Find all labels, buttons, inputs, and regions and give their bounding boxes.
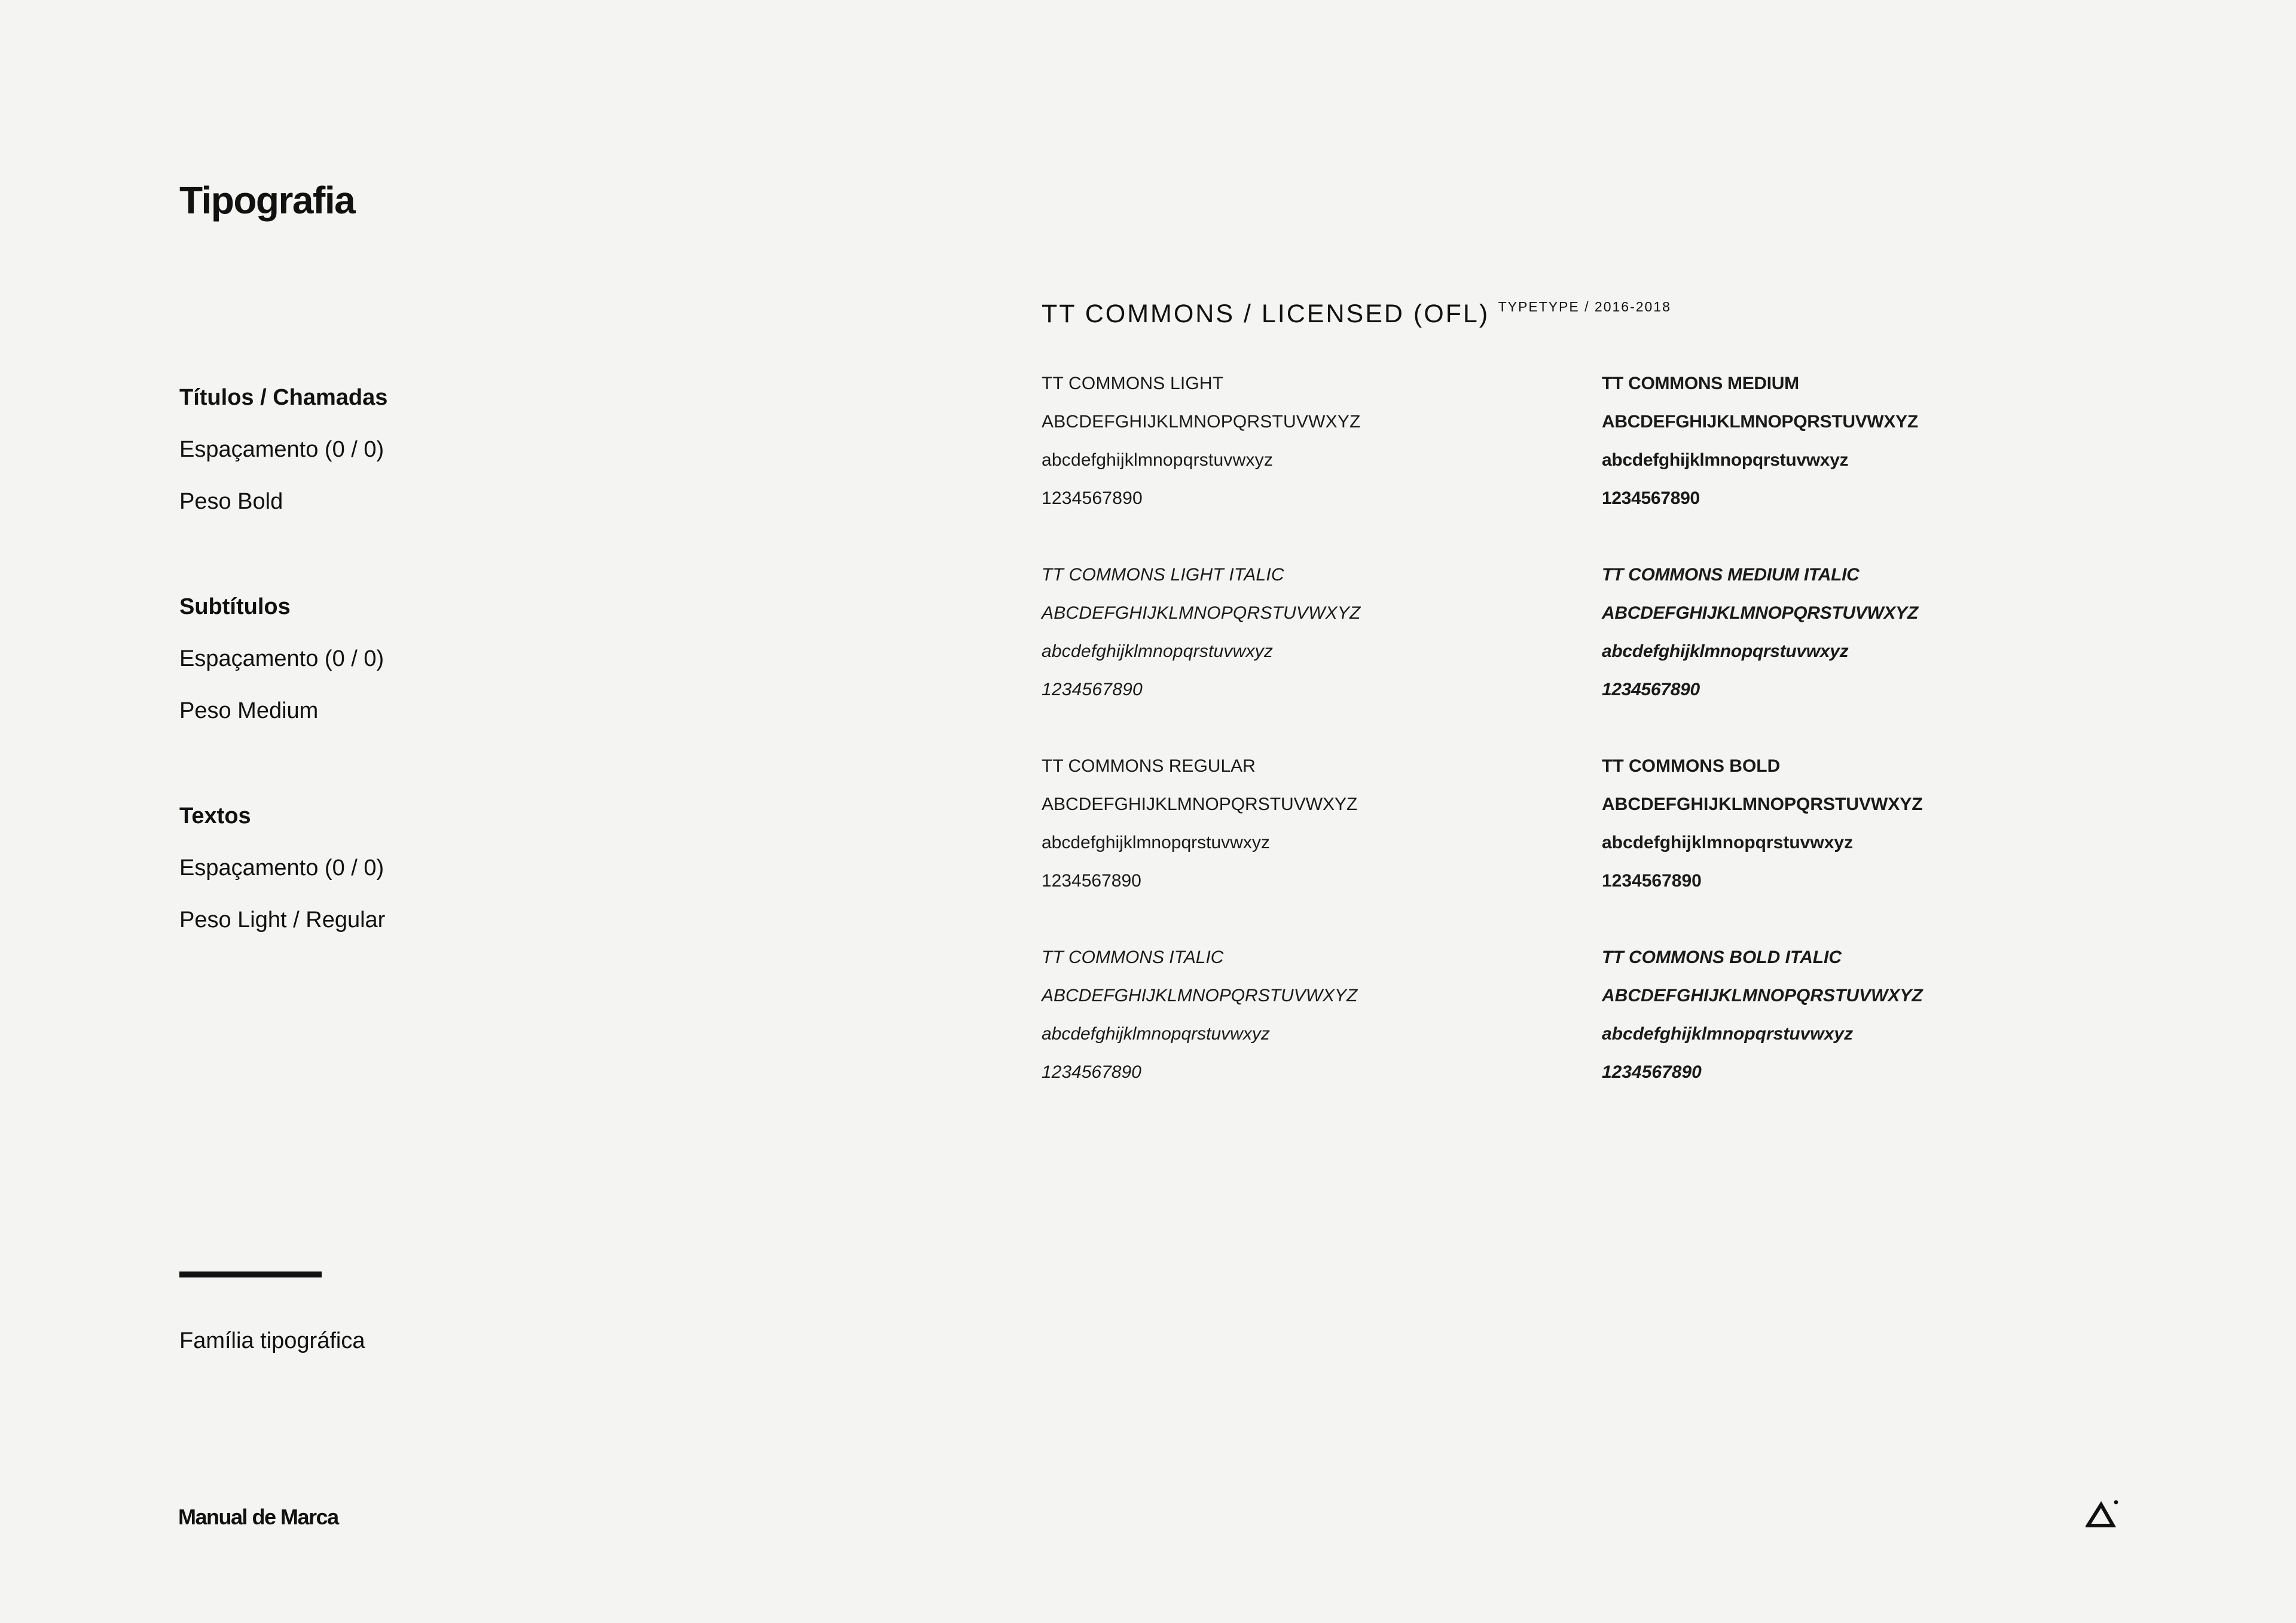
weight-digits: 1234567890 [1602, 871, 1702, 891]
weight-digits: 1234567890 [1042, 1062, 1141, 1082]
weight-name: TT COMMONS MEDIUM ITALIC [1602, 565, 1860, 585]
weight-lowercase: abcdefghijklmnopqrstuvwxyz [1602, 833, 1854, 852]
weight-digits: 1234567890 [1602, 1062, 1702, 1082]
spec-group-subtitles [179, 581, 718, 737]
spec-group-texts [179, 790, 718, 946]
weight-uppercase: ABCDEFGHIJKLMNOPQRSTUVWXYZ [1602, 412, 1918, 432]
spec-weight: Peso Medium [179, 698, 319, 723]
weight-uppercase: ABCDEFGHIJKLMNOPQRSTUVWXYZ [1042, 603, 1361, 623]
weight-sample-italic [1042, 939, 1580, 1092]
triangle-dot-logo-icon [2086, 1499, 2119, 1529]
spec-spacing: Espaçamento (0 / 0) [179, 437, 384, 462]
weight-sample-medium-italic [1602, 556, 2140, 709]
spec-weight: Peso Bold [179, 489, 283, 514]
weight-digits: 1234567890 [1042, 680, 1143, 699]
weight-lowercase: abcdefghijklmnopqrstuvwxyz [1042, 1024, 1270, 1044]
typography-specs [179, 372, 718, 1000]
weight-name: TT COMMONS BOLD [1602, 756, 1781, 776]
weight-lowercase: abcdefghijklmnopqrstuvwxyz [1602, 641, 1849, 661]
weight-name: TT COMMONS BOLD ITALIC [1602, 947, 1842, 967]
spec-heading: Títulos / Chamadas [179, 385, 388, 410]
weight-sample-bold-italic [1602, 939, 2140, 1092]
weight-lowercase: abcdefghijklmnopqrstuvwxyz [1042, 450, 1274, 470]
weight-digits: 1234567890 [1602, 680, 1700, 699]
weight-name: TT COMMONS REGULAR [1042, 756, 1256, 776]
weight-uppercase: ABCDEFGHIJKLMNOPQRSTUVWXYZ [1602, 986, 1923, 1005]
section-caption: Família tipográfica [179, 1328, 365, 1353]
spec-spacing: Espaçamento (0 / 0) [179, 855, 384, 881]
font-family-name: TT COMMONS / LICENSED (OFL) [1042, 299, 1490, 328]
weight-uppercase: ABCDEFGHIJKLMNOPQRSTUVWXYZ [1042, 986, 1358, 1005]
weight-digits: 1234567890 [1602, 488, 1700, 508]
spec-weight: Peso Light / Regular [179, 907, 386, 933]
spec-group-titles [179, 372, 718, 528]
weight-sample-regular [1042, 747, 1580, 900]
spec-spacing: Espaçamento (0 / 0) [179, 646, 384, 671]
font-family-credit: TYPETYPE / 2016-2018 [1498, 299, 1671, 314]
weight-name: TT COMMONS LIGHT ITALIC [1042, 565, 1284, 585]
section-divider [179, 1271, 322, 1277]
spec-heading: Textos [179, 803, 251, 829]
weight-digits: 1234567890 [1042, 488, 1143, 508]
weight-uppercase: ABCDEFGHIJKLMNOPQRSTUVWXYZ [1602, 603, 1918, 623]
spec-heading: Subtítulos [179, 594, 291, 619]
weight-digits: 1234567890 [1042, 871, 1141, 891]
weight-uppercase: ABCDEFGHIJKLMNOPQRSTUVWXYZ [1042, 412, 1361, 432]
weight-sample-medium [1602, 365, 2140, 518]
weight-lowercase: abcdefghijklmnopqrstuvwxyz [1602, 450, 1849, 470]
weight-name: TT COMMONS MEDIUM [1602, 374, 1799, 393]
weight-lowercase: abcdefghijklmnopqrstuvwxyz [1602, 1024, 1854, 1044]
weight-sample-light-italic [1042, 556, 1580, 709]
weight-sample-bold [1602, 747, 2140, 900]
font-family-header [1042, 299, 1671, 329]
page-title: Tipografia [179, 179, 355, 222]
weight-uppercase: ABCDEFGHIJKLMNOPQRSTUVWXYZ [1602, 794, 1923, 814]
weight-uppercase: ABCDEFGHIJKLMNOPQRSTUVWXYZ [1042, 794, 1358, 814]
weight-lowercase: abcdefghijklmnopqrstuvwxyz [1042, 833, 1270, 852]
weight-name: TT COMMONS ITALIC [1042, 947, 1224, 967]
footer-brand: Manual de Marca [178, 1505, 338, 1529]
weight-lowercase: abcdefghijklmnopqrstuvwxyz [1042, 641, 1274, 661]
weight-sample-light [1042, 365, 1580, 518]
weight-name: TT COMMONS LIGHT [1042, 374, 1224, 393]
